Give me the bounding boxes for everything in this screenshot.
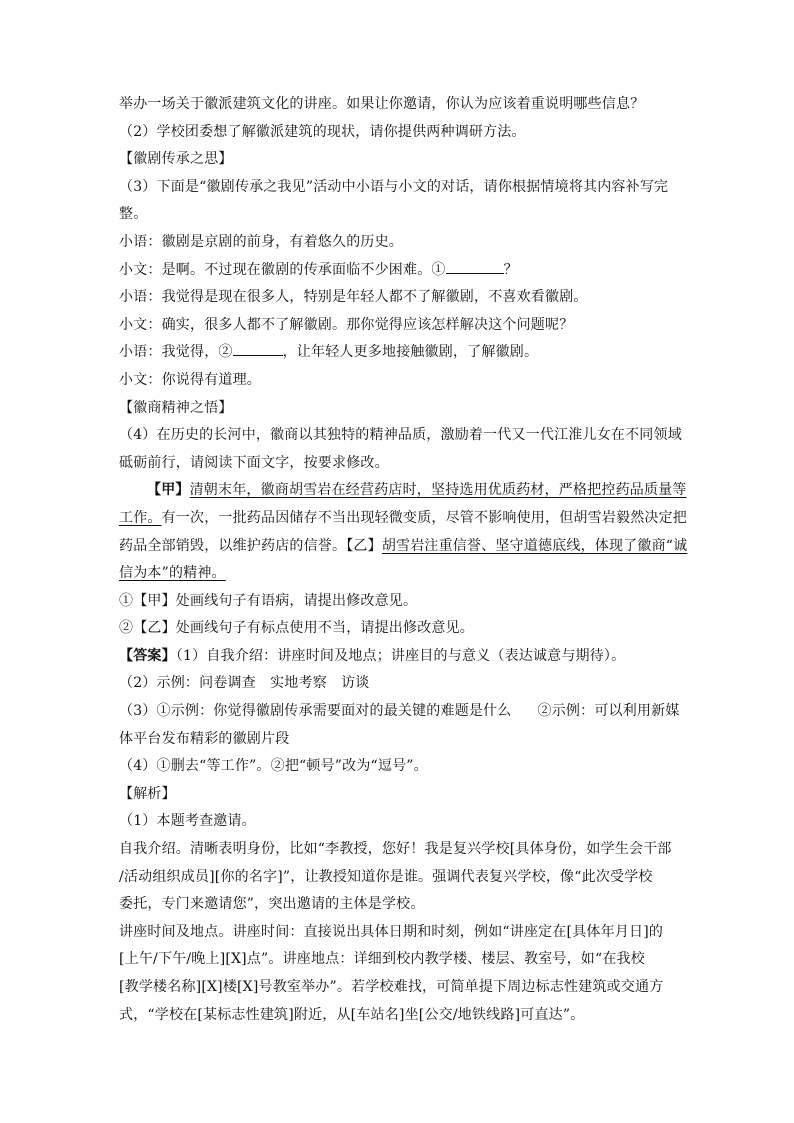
underlined-sentence-yi: 胡雪岩注重信誉、坚守道德底线，体现了徽商“诚	[381, 537, 688, 554]
question-2: （2）学校团委想了解徽派建筑的现状，请你提供两种调研方法。	[119, 123, 526, 140]
answer-line: （4）①删去“等工作”。②把“顿号”改为“逗号”。	[119, 758, 428, 775]
analysis-heading: 【解析】	[119, 785, 176, 802]
analysis-line: （1）本题考查邀请。	[119, 813, 256, 830]
underlined-sentence-jia: 清朝末年，徽商胡雪岩在经营药店时，坚持选用优质药材，严格把控药品质量等	[189, 482, 687, 499]
analysis-line: [上午/下午/晚上][X]点”。讲座地点：详细到校内教学楼、楼层、教室号，如“在我校	[119, 951, 645, 968]
analysis-line: /活动组织成员][你的名字]”，让教授知道你是谁。强调代表复兴学校，像“此次受学校	[119, 868, 653, 885]
text-line: 举办一场关于徽派建筑文化的讲座。如果让你邀请，你认为应该着重说明哪些信息？	[119, 96, 645, 112]
dialogue-line: 小语：我觉得是现在很多人，特别是年轻人都不了解徽剧，不喜欢看徽剧。	[119, 289, 588, 306]
sub-question-2: ②【乙】处画线句子有标点使用不当，请提出修改意见。	[119, 620, 474, 637]
section-heading-opera: 【徽剧传承之思】	[119, 151, 233, 168]
answer-line: 【答案】（1）自我介绍：讲座时间及地点；讲座目的与意义（表达诚意与期待）。	[119, 647, 626, 664]
passage-line: 药品全部销毁，以维护药店的信誉。【乙】胡雪岩注重信誉、坚守道德底线，体现了徽商“诚	[119, 537, 688, 554]
answer-line: 体平台发布精彩的徽剧片段	[119, 730, 290, 747]
answer-label: 【答案】	[119, 647, 176, 664]
dialogue-line: 小文：是啊。不过现在徽剧的传承面临不少困难。① ？	[119, 257, 679, 285]
passage-line: 工作。有一次，一批药品因储存不当出现轻微变质，尽管不影响使用，但胡雪岩毅然决定把	[119, 509, 688, 526]
dialogue-line: 小语：徽剧是京剧的前身，有着悠久的历史。	[119, 233, 403, 250]
dialogue-line: 小语：我觉得，② ，让年轻人更多地接触徽剧，了解徽剧。	[119, 339, 679, 367]
passage-line	[119, 477, 687, 505]
analysis-line: 自我介绍。清晰表明身份，比如“李教授，您好！我是复兴学校[具体身份，如学生会干部	[119, 841, 672, 858]
underlined-sentence-jia-end: 工作。	[119, 509, 162, 526]
question-3: （3）下面是“徽剧传承之我见”活动中小语与小文的对话，请你根据情境将其内容补写完	[119, 178, 669, 195]
analysis-line: 式，“学校在[某标志性建筑]附近，从[车站名]坐[公交/地铁线路]可直达”。	[119, 1006, 585, 1023]
analysis-line: [教学楼名称][X]楼[X]号教室举办”。若学校难找，可简单提下周边标志性建筑或交通方	[119, 979, 664, 995]
section-heading-merchant: 【徽商精神之悟】	[119, 399, 233, 416]
sub-question-1: ①【甲】处画线句子有语病，请提出修改意见。	[119, 592, 418, 609]
label-jia: 【甲】	[147, 482, 190, 499]
text-line: 砥砺前行，请阅读下面文字，按要求修改。	[119, 454, 389, 471]
fill-blank-2	[233, 341, 283, 356]
document-page	[119, 91, 688, 1029]
answer-line: （2）示例：问卷调查 实地考察 访谈	[119, 675, 370, 692]
analysis-line: 讲座时间及地点。讲座时间：直接说出具体日期和时刻，例如“讲座定在[具体年月日]的	[119, 923, 664, 940]
dialogue-line: 小文：确实，很多人都不了解徽剧。那你觉得应该怎样解决这个问题呢？	[119, 316, 574, 333]
fill-blank-1	[446, 259, 504, 274]
underlined-sentence-yi-end: 信为本”的精神。	[119, 565, 226, 582]
analysis-line: 委托，专门来邀请您”，突出邀请的主体是学校。	[119, 896, 425, 913]
question-4: （4）在历史的长河中，徽商以其独特的精神品质，激励着一代又一代江淮儿女在不同领域	[119, 427, 682, 444]
answer-line: （3）①示例：你觉得徽剧传承需要面对的最关键的难题是什么 ②示例：可以利用新媒	[119, 703, 680, 720]
passage-line	[119, 560, 679, 588]
text-line: 整。	[119, 206, 148, 223]
dialogue-line: 小文：你说得有道理。	[119, 371, 261, 388]
